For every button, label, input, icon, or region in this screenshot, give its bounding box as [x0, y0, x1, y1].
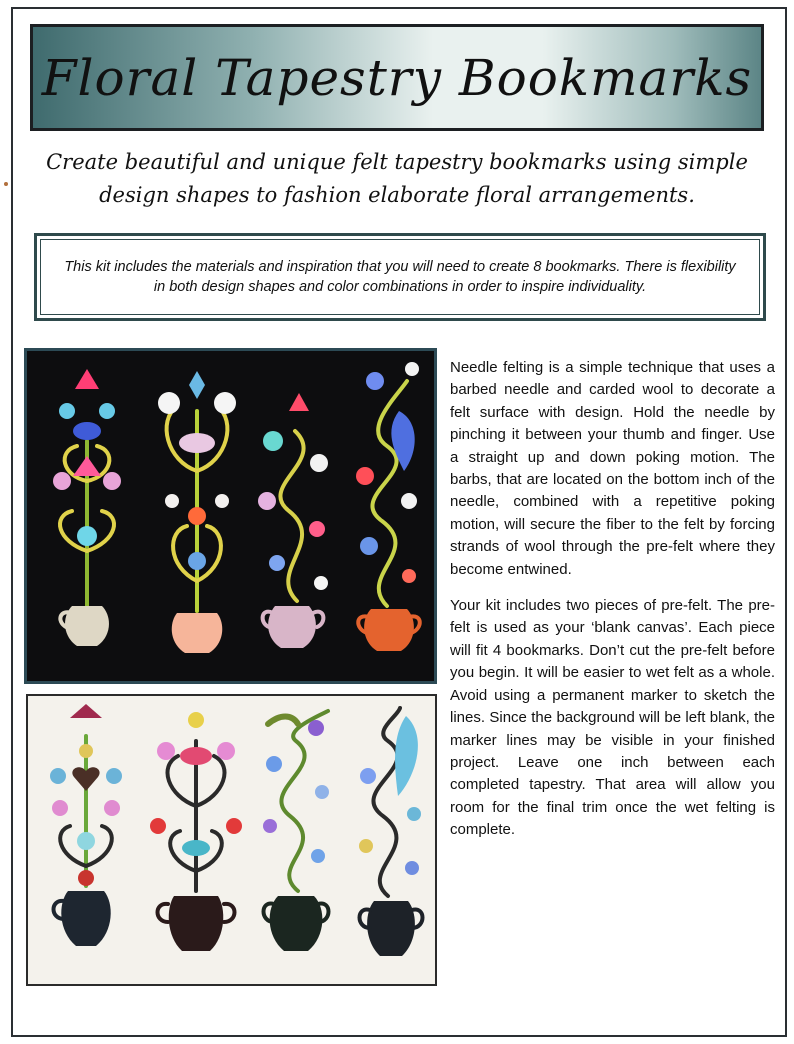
intro-text: This kit includes the materials and inspiration that you will need to create 8 bookmarks. There is flexibility in both design shapes and color combinations in order to inspire individuality. — [64, 259, 736, 295]
title-banner — [30, 24, 764, 131]
bookmark-7 — [263, 711, 329, 951]
bookmark-4 — [356, 362, 420, 651]
photo-bookmarks-on-black — [24, 348, 437, 684]
black-felt-tapestry-illustration — [27, 351, 434, 681]
bookmark-2 — [158, 371, 236, 653]
bookmark-8 — [359, 708, 423, 956]
page-title: Floral Tapestry Bookmarks — [41, 48, 753, 107]
paragraph-kit-contents: Your kit includes two pieces of pre-felt. The pre-felt is used as your ‘blank canvas’. Each piece will fit 4 bookmarks. Don’t cut the pre-felt before you begin. It will be easier to wet felt as a whole. Avoid using a permanent marker to sketch the lines. Since the background will be left blank, the marker lines may be visible in your finished project. Leave one inch between each completed tapestry. That area will allow you room for the final trim once the wet felting is complete. — [450, 597, 775, 839]
paper-speck — [4, 182, 8, 186]
paragraph-needle-felting: Needle felting is a simple technique that uses a barbed needle and carded wool to decorate a felt surface with design. Hold the needle by pinching it between your thumb and finger. Use a straight up and down poking motion. The barbs, that are located on the bottom inch of the needle, combined with a repetitive poking motion, will secure the fiber to the felt by forcing strands of wool through the pre-felt where they become entwined. — [450, 359, 775, 578]
intro-box — [34, 233, 766, 321]
bookmark-3 — [258, 393, 328, 648]
bookmark-1 — [53, 369, 121, 646]
intro-box-inner — [40, 239, 760, 315]
body-text — [450, 357, 775, 856]
photo-bookmarks-on-white — [26, 694, 437, 986]
bookmark-5 — [50, 704, 122, 946]
subtitle: Create beautiful and unique felt tapestry bookmarks using simple design shapes to fashion elaborate floral arrangements. — [46, 150, 748, 207]
white-felt-tapestry-illustration — [28, 696, 435, 984]
bookmark-6 — [150, 712, 242, 951]
